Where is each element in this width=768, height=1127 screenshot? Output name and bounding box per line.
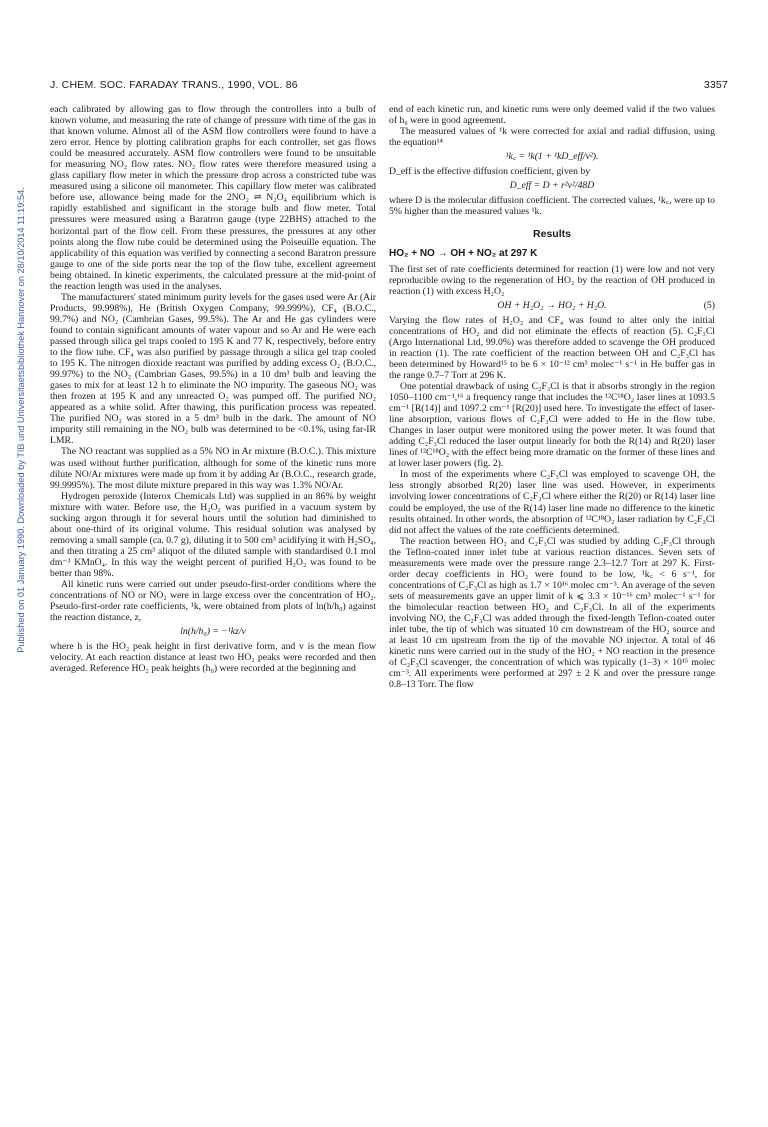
paragraph: The manufacturers' stated minimum purity levels for the gases used were Ar (Air Products, 99.998%), He (British Oxygen Company, 99.999%), CF₄ (B.O.C., 99.7%) and NO₂ (Cambrian Gases, 99.5%). The Ar and He gas cylinders were found to contain significant amounts of water vapour and so Ar and He were each passed through silica gel traps cooled to 195 K and 77 K, respectively, before entry to the flow tube. CF₄ was also purified by passage through a silica gel trap cooled to 195 K. The nitrogen dioxide reactant was purified by adding excess O₂ (B.O.C., 99.97%) to the NO₂ (Cambrian Gases, 99.5%) in a 10 dm³ bulb and leaving the gases to mix for at least 12 h to eliminate the NO impurity. The gaseous NO₂ was then frozen at 195 K and any unreacted O₂ was pumped off. The purified NO₂ appeared as a white solid. After thawing, this purification process was repeated. The purified NO₂ was stored in a 5 dm³ bulb in the dark. The amount of NO impurity still remaining in the NO₂ bulb was determined to be <0.1%, using far-IR LMR. xyxy=(50,291,376,447)
paragraph: end of each kinetic run, and kinetic runs were only deemed valid if the two values of h₀ were in good agreement. xyxy=(389,104,715,127)
equation: ln(h/h₀) = −¹kz/v xyxy=(180,626,246,638)
equation: D_eff = D + r²v²/48D xyxy=(509,180,595,192)
paragraph: D_eff is the effective diffusion coefficient, given by xyxy=(389,166,591,178)
paragraph: One potential drawback of using C₂F₃Cl is that it absorbs strongly in the region 1050–1100 cm⁻¹,¹⁶ a frequency range that includes the ¹²C¹⁸O₂ laser lines at 1093.5 cm⁻¹ [R(14)] and 1097.2 cm⁻¹ [R(20)] used here. To investigate the effect of laser-line absorption, various flows of C₂F₃Cl were added to He in the flow tube. Changes in laser output were monitored using the power meter. It was found that adding C₂F₃Cl reduced the laser output linearly for both the R(14) and R(20) laser lines of ¹²C¹⁸O₂ with the effect being more dramatic on the former of these lines and at lower laser powers (fig. 2). xyxy=(389,380,715,470)
paragraph: All kinetic runs were carried out under pseudo-first-order conditions where the concentrations of NO or NO₂ were in large excess over the concentration of HO₂. Pseudo-first-order rate coefficients, ¹k, were obtained from plots of ln(h/h₀) against the reaction distance, z, xyxy=(50,579,376,624)
equation: ¹k꜀ = ¹k(1 + ¹kD_eff/v²). xyxy=(505,151,599,163)
paragraph: Varying the flow rates of H₂O₂ and CF₄ was found to alter only the initial concentrations of HO₂ and did not eliminate the effects of reaction (5). C₂F₃Cl (Argo International Ltd, 99.0%) was therefore added to scavenge the OH produced in reaction (1). The rate coefficient of the reaction between OH and C₂F₃Cl has been determined by Howard¹⁵ to be 6 × 10⁻¹² cm³ molec⁻¹ s⁻¹ in He buffer gas in the range 0.7–7 Torr at 296 K. xyxy=(389,314,715,381)
running-header xyxy=(50,79,728,91)
journal-citation: J. CHEM. SOC. FARADAY TRANS., 1990, VOL. 86 xyxy=(50,79,298,91)
right-column xyxy=(389,104,715,690)
equation-text: OH + H₂O₂ → HO₂ + H₂O. xyxy=(497,299,607,311)
paragraph: The reaction between HO₂ and C₂F₃Cl was studied by adding C₂F₃Cl through the Teflon-coated inner inlet tube at various reaction distances. Seven sets of measurements were made over the pressure range 2.3–12.7 Torr at 297 K. First-order decay coefficients in HO₂ were found to be low, ¹k꜀ < 6 s⁻¹, for concentrations of C₂F₃Cl as high as 1.7 × 10¹⁶ molec cm⁻³. An average of the seven sets of measurements gave an upper limit of k ⩽ 3.3 × 10⁻¹⁶ cm³ molec⁻¹ s⁻¹ for the bimolecular reaction between HO₂ and C₂F₃Cl. In all of the experiments involving NO, the C₂F₃Cl was added through the fixed-length Teflon-coated outer inlet tube, the tip of which was situated 10 cm downstream of the HO₂ source and at least 10 cm upstream from the tip of the movable NO injector. A total of 46 kinetic runs were carried out in the study of the HO₂ + NO reaction in the presence of C₂F₃Cl scavenger, the concentration of which was typically (1–3) × 10¹⁵ molec cm⁻³. All experiments were performed at 297 ± 2 K and over the pressure range 0.8–13 Torr. The flow xyxy=(389,535,715,691)
paragraph: where h is the HO₂ peak height in first derivative form, and v is the mean flow velocity. At each reaction distance at least two HO₂ peaks were recorded and then averaged. Reference HO₂ peak heights (h₀) were recorded at the beginning and xyxy=(50,641,376,675)
paragraph: Hydrogen peroxide (Interox Chemicals Ltd) was supplied in an 86% by weight mixture with water. Before use, the H₂O₂ was purified in a vacuum system by sucking argon through it for several hours until the solution had diminished to about one-third of its original volume. This residual solution was analysed by removing a small sample (ca. 0.7 g), diluting it to 500 cm³ acidifying it with H₂SO₄, and then titrating a 25 cm³ aliquot of the diluted sample with standardised 0.1 mol dm⁻³ KMnO₄. In this way the weight percent of purified H₂O₂ was found to be better than 98%. xyxy=(50,490,376,579)
paragraph: In most of the experiments where C₂F₃Cl was employed to scavenge OH, the less strongly absorbed R(20) laser line was used. However, in experiments involving lower concentrations of C₂F₃Cl where either the R(20) or R(14) laser line could be employed, the use of the R(14) laser line made no difference to the kinetic results obtained. In other words, the absorption of ¹²C¹⁸O₂ laser radiation by C₂F₃Cl did not affect the values of the rate coefficients determined. xyxy=(389,469,715,536)
page-number: 3357 xyxy=(703,79,728,91)
paragraph: The first set of rate coefficients determined for reaction (1) were low and not very reproducible owing to the regeneration of HO₂ by the reaction of OH produced in reaction (1) with excess H₂O₂ xyxy=(389,263,715,297)
section-heading: Results xyxy=(533,228,571,241)
download-watermark xyxy=(0,90,26,750)
paragraph: The measured values of ¹k were corrected for axial and radial diffusion, using the equation¹⁴ xyxy=(389,126,715,149)
paragraph: The NO reactant was supplied as a 5% NO in Ar mixture (B.O.C.). This mixture was used without further purification, although for some of the kinetic runs more dilute NO/Ar mixtures were made up from it by adding Ar (B.O.C., research grade, 99.9995%). The most dilute mixture prepared in this way was 1.3% NO/Ar. xyxy=(50,446,376,491)
subsection-heading: HO₂ + NO → OH + NO₂ at 297 K xyxy=(389,248,538,260)
left-column xyxy=(50,104,376,674)
paragraph: each calibrated by allowing gas to flow through the controllers into a bulb of known volume, and measuring the rate of change of pressure with time of the gas in that known volume. Almost all of the ASM flow controllers were found to have a zero error. Hence by plotting calibration graphs for each controller, set gas flows could be measured accurately. ASM flow controllers were found to be unsuitable for measuring NO₂ flow rates. NO₂ flow rates were therefore measured using a glass capillary flow meter in which the pressure drop across a constricted tube was measured using a silicone oil manometer. This capillary flow meter was calibrated before use, allowance being made for the 2NO₂ ⇌ N₂O₄ equilibrium which is rapidly established and significant in the storage bulb and flow meter. Total pressures were measured using a Baratron gauge (type 22BHS) attached to the horizontal part of the flow cell. From these pressures, the pressures at any other points along the flow tube could be determined using the Poiseuille equation. The applicability of this equation was verified by connecting a second Baratron pressure gauge to one of the side ports near the top of the flow tube, excellent agreement being obtained. In kinetic experiments, the calculated pressure at the mid-point of the reaction length was used in the analyses. xyxy=(50,104,376,292)
watermark-text: Published on 01 January 1990. Downloaded by TIB und Universitaetsbibliothek Hannover on 28/10/2014 11:19:54. xyxy=(16,187,26,653)
equation-5 xyxy=(389,300,715,311)
equation-number: (5) xyxy=(703,299,715,311)
paragraph: where D is the molecular diffusion coefficient. The corrected values, ¹k꜀, were up to 5% higher than the measured values ¹k. xyxy=(389,195,715,218)
